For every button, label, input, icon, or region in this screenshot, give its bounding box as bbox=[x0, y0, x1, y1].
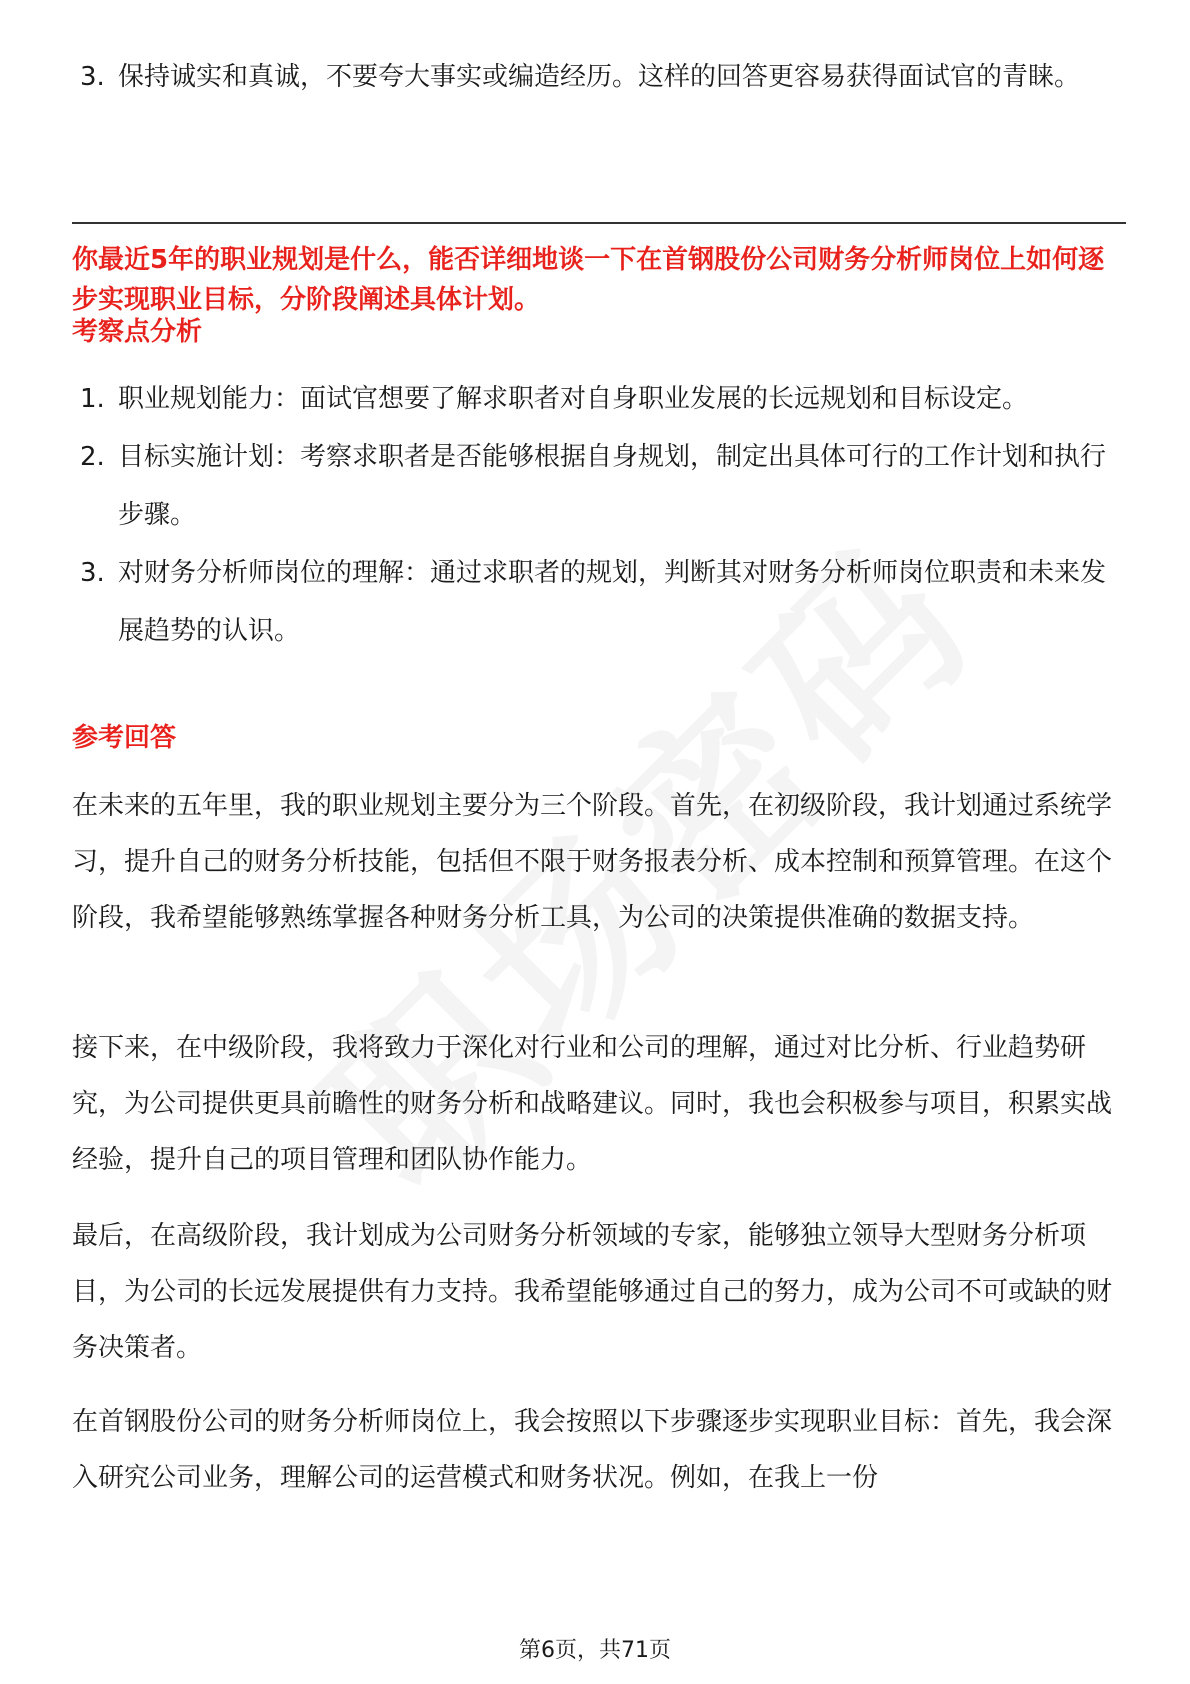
list-item bbox=[72, 370, 1112, 428]
list-item-text: 职业规划能力：面试官想要了解求职者对自身职业发展的长远规划和目标设定。 bbox=[118, 384, 1029, 414]
previous-list bbox=[72, 48, 1112, 106]
list-item-number: 2. bbox=[80, 442, 105, 472]
list-item-text: 对财务分析师岗位的理解：通过求职者的规划，判断其对财务分析师岗位职责和未来发展趋势的认识。 bbox=[118, 558, 1107, 646]
list-item-text: 保持诚实和真诚，不要夸大事实或编造经历。这样的回答更容易获得面试官的青睐。 bbox=[118, 62, 1081, 92]
answer-heading: 参考回答 bbox=[72, 723, 177, 753]
analysis-heading: 考察点分析 bbox=[72, 317, 203, 347]
analysis-list bbox=[72, 370, 1112, 660]
interview-question: 你最近5年的职业规划是什么，能否详细地谈一下在首钢股份公司财务分析师岗位上如何逐步实现职业目标，分阶段阐述具体计划。 bbox=[72, 245, 1105, 315]
list-item bbox=[72, 48, 1112, 106]
list-item bbox=[72, 544, 1112, 660]
answer-paragraph: 最后，在高级阶段，我计划成为公司财务分析领域的专家，能够独立领导大型财务分析项目，为公司的长远发展提供有力支持。我希望能够通过自己的努力，成为公司不可或缺的财务决策者。 bbox=[72, 1221, 1113, 1363]
answer-paragraph: 在未来的五年里，我的职业规划主要分为三个阶段。首先，在初级阶段，我计划通过系统学习，提升自己的财务分析技能，包括但不限于财务报表分析、成本控制和预算管理。在这个阶段，我希望能够熟练掌握各种财务分析工具，为公司的决策提供准确的数据支持。 bbox=[72, 791, 1113, 933]
list-item-number: 3. bbox=[80, 62, 105, 92]
list-item bbox=[72, 428, 1112, 544]
list-item-number: 3. bbox=[80, 558, 105, 588]
answer-paragraph: 接下来，在中级阶段，我将致力于深化对行业和公司的理解，通过对比分析、行业趋势研究，为公司提供更具前瞻性的财务分析和战略建议。同时，我也会积极参与项目，积累实战经验，提升自己的项目管理和团队协作能力。 bbox=[72, 1033, 1113, 1175]
page-number: 第6页，共71页 bbox=[519, 1638, 671, 1663]
list-item-number: 1. bbox=[80, 384, 105, 414]
answer-paragraph: 在首钢股份公司的财务分析师岗位上，我会按照以下步骤逐步实现职业目标：首先，我会深入研究公司业务，理解公司的运营模式和财务状况。例如，在我上一份 bbox=[72, 1407, 1113, 1493]
section-divider bbox=[72, 222, 1126, 224]
list-item-text: 目标实施计划：考察求职者是否能够根据自身规划，制定出具体可行的工作计划和执行步骤。 bbox=[118, 442, 1107, 530]
